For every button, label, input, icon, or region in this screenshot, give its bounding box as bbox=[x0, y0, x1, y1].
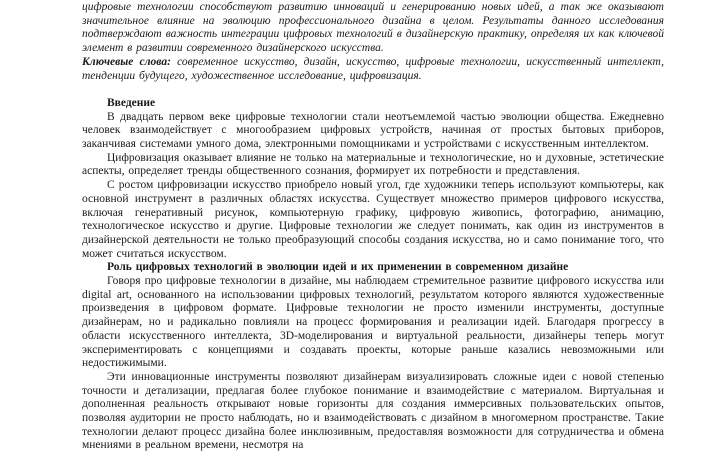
role-paragraph-1: Говоря про цифровые технологии в дизайне, мы наблюдаем стремительное развитие цифрового искусства или digital art, основанного на использовании цифровых технологий, результатом которого являются художественные произведения в цифровом формате. Цифровые технологии не просто изменили инструменты, доступные дизайнерам, но и радикально повлияли на процесс формирования и реализации идей. Благодаря прогрессу в области искусственного интеллекта, 3D-моделирования и виртуальной реальности, дизайнеры теперь могут экспериментировать с концепциями и создавать проекты, которые раньше казались невозможными или недостижимыми. bbox=[82, 275, 664, 370]
keywords-label: Ключевые слова: bbox=[82, 55, 171, 68]
introduction-heading: Введение bbox=[107, 96, 156, 109]
keywords-paragraph bbox=[82, 56, 664, 83]
introduction-paragraph-3: С ростом цифровизации искусство приобрело новый угол, где художники теперь используют компьютеры, как основной инструмент в различных областях искусства. Существует множество примеров цифрового искусства, включая генеративный рисунок, компьютерную графику, цифровую живопись, фотографию, анимацию, технологическое искусство и другие. Цифровые технологии же следует понимать, как один из инструментов в дизайнерской деятельности не только преобразующий способы создания искусства, но и само понимание того, что может считаться искусством. bbox=[82, 179, 664, 260]
role-of-digital-technologies-heading: Роль цифровых технологий в эволюции идей и их применении в современном дизайне bbox=[107, 261, 569, 274]
keywords-text: современное искусство, дизайн, искусство, цифровые технологии, искусственный интеллект, тенденции будущего, художественное исследование, цифровизация. bbox=[82, 55, 664, 82]
role-paragraph-2: Эти инновационные инструменты позволяют дизайнерам визуализировать сложные идеи с новой степенью точности и детализации, предлагая более глубокое понимание и взаимодействие с материалом. Виртуальная и дополненная реальность открывают новые горизонты для создания иммерсивных пользовательских опытов, позволяя аудитории не просто наблюдать, но и взаимодействовать с дизайном в многомерном пространстве. Такие технологии делают процесс дизайна более инклюзивным, предоставляя возможности для сотрудничества и обмена мнениями в реальном времени, несмотря на bbox=[82, 370, 664, 452]
abstract-continuation-paragraph: цифровые технологии способствуют развитию инноваций и генерированию новых идей, а так же оказывают значительное влияние на эволюцию профессионального дизайна в целом. Результаты данного исследования подтверждают важность интеграции цифровых технологий в дизайнерскую практику, определяя их как ключевой элемент в развитии современного дизайнерского искусства. bbox=[82, 1, 664, 55]
introduction-paragraph-2: Цифровизация оказывает влияние не только на материальные и технологические, но и духовные, эстетические аспекты, определяет тренды общественного сознания, формирует их потребности и представления. bbox=[82, 151, 664, 178]
introduction-paragraph-1: В двадцать первом веке цифровые технологии стали неотъемлемой частью эволюции общества. Ежедневно человек взаимодействует с многообразием цифровых устройств, начиная от простых бытовых приборов, заканчивая системами умного дома, электронными помощниками и устройствами с искусственным интеллектом. bbox=[82, 110, 664, 151]
